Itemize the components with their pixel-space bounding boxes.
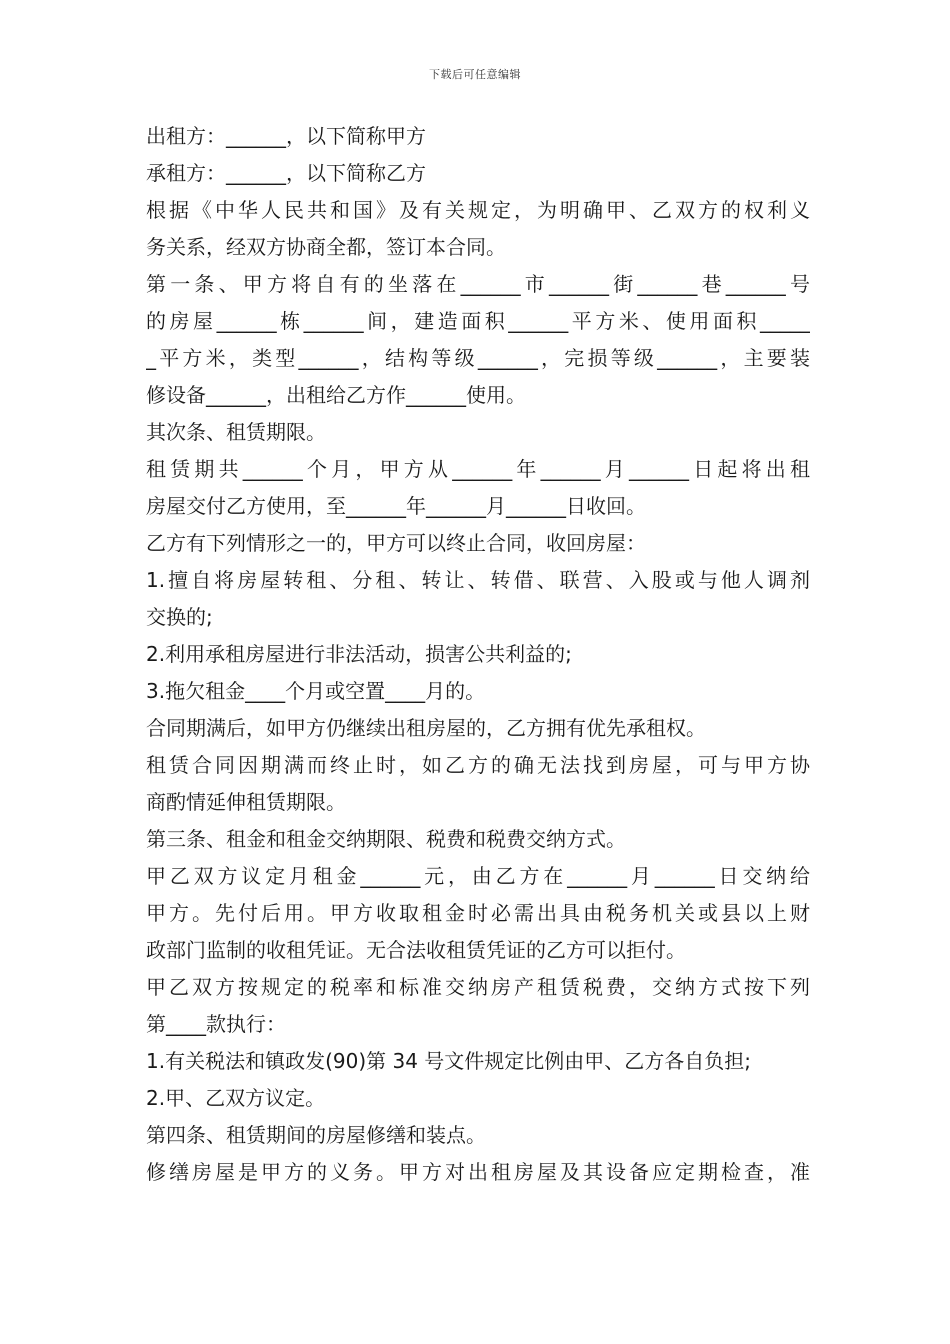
text-line: 2.甲、乙双方议定。: [146, 1086, 326, 1110]
text-line: 修缮房屋是甲方的义务。甲方对出租房屋及其设备应定期检查，准: [146, 1160, 810, 1184]
text-line: 第四条、租赁期间的房屋修缮和装点。: [146, 1123, 486, 1147]
contract-body: [146, 118, 810, 1191]
text-line: 甲方。先付后用。甲方收取租金时必需出具由税务机关或县以上财: [146, 901, 810, 925]
text-line: 的房屋______栋______间，建造面积______平方米、使用面积_____: [146, 309, 810, 333]
text-line: 1.擅自将房屋转租、分租、转让、转借、联营、入股或与他人调剂: [146, 568, 810, 592]
text-line: 甲乙双方议定月租金______元，由乙方在______月______日交纳给: [146, 864, 810, 888]
text-line: 其次条、租赁期限。: [146, 420, 326, 444]
text-line: 房屋交付乙方使用，至______年______月______日收回。: [146, 494, 646, 518]
text-line: 2.利用承租房屋进行非法活动，损害公共利益的;: [146, 642, 572, 666]
text-line: 根据《中华人民共和国》及有关规定，为明确甲、乙双方的权利义: [146, 198, 810, 222]
text-line: 第三条、租金和租金交纳期限、税费和税费交纳方式。: [146, 827, 626, 851]
text-line: 合同期满后，如甲方仍继续出租房屋的，乙方拥有优先承租权。: [146, 716, 706, 740]
text-line: 3.拖欠租金____个月或空置____月的。: [146, 679, 486, 703]
text-line: 出租方：______，以下简称甲方: [146, 124, 426, 148]
text-line: 第一条、甲方将自有的坐落在______市______街______巷______号: [146, 272, 810, 296]
text-line: 租赁期共______个月，甲方从______年______月______日起将出租: [146, 457, 810, 481]
text-line: 务关系，经双方协商全都，签订本合同。: [146, 235, 506, 259]
text-line: 租赁合同因期满而终止时，如乙方的确无法找到房屋，可与甲方协: [146, 753, 810, 777]
page-header: 下载后可任意编辑: [429, 68, 521, 81]
text-line: 政部门监制的收租凭证。无合法收租赁凭证的乙方可以拒付。: [146, 938, 686, 962]
text-line: 承租方：______，以下简称乙方: [146, 161, 426, 185]
text-line: 甲乙双方按规定的税率和标准交纳房产租赁税费，交纳方式按下列: [146, 975, 810, 999]
text-line: 1.有关税法和镇政发(90)第 34 号文件规定比例由甲、乙方各自负担;: [146, 1049, 752, 1073]
text-line: 交换的;: [146, 605, 213, 629]
text-line: 商酌情延伸租赁期限。: [146, 790, 346, 814]
text-line: _平方米，类型______，结构等级______，完损等级______，主要装: [146, 346, 810, 370]
text-line: 乙方有下列情形之一的，甲方可以终止合同，收回房屋：: [146, 531, 646, 555]
text-line: 修设备______，出租给乙方作______使用。: [146, 383, 526, 407]
text-line: 第____款执行：: [146, 1012, 286, 1036]
